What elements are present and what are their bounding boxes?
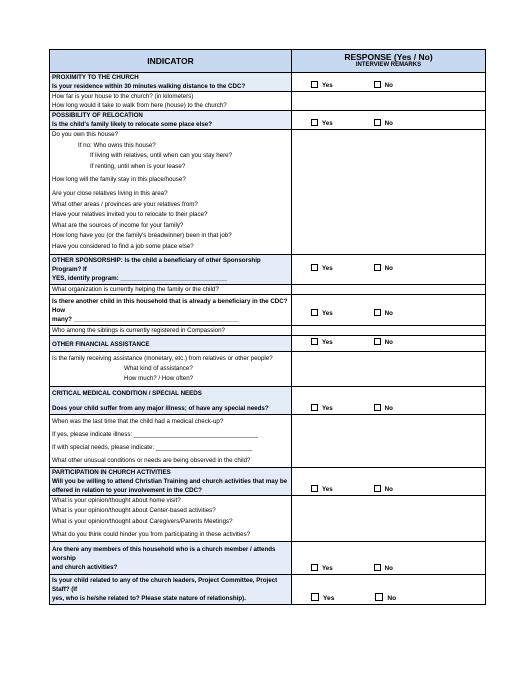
subquestion-special-needs: If with special needs, please indicate: ____________________________ <box>52 443 253 451</box>
no-checkbox[interactable] <box>374 309 381 316</box>
subquestion-organization: What organization is currently helping the family or the child? <box>52 285 219 293</box>
indicator-header: INDICATOR <box>50 50 292 72</box>
no-checkbox[interactable] <box>374 264 381 271</box>
section-title-medical: CRITICAL MEDICAL CONDITION / SPECIAL NEEDS <box>52 389 202 397</box>
question-church-member: Are there any members of this household who is a church member / attends worship <box>52 545 276 562</box>
remarks-area[interactable] <box>292 285 485 294</box>
response-other-sponsorship <box>292 255 485 284</box>
subquestion-own-house: Do you own this house? <box>52 131 119 138</box>
yes-label: Yes <box>322 120 333 127</box>
no-checkbox[interactable] <box>374 338 381 345</box>
church-member-section <box>50 542 485 575</box>
question-other-sponsorship: OTHER SPONSORSHIP: Is the child a beneficiary of other Sponsorship Program? If <box>52 256 261 273</box>
yes-label: Yes <box>322 564 333 572</box>
financial-section <box>50 336 485 352</box>
subquestion-how-much: How much? / How often? <box>124 374 194 382</box>
table-header <box>50 50 485 73</box>
proximity-subquestions <box>50 92 485 111</box>
no-checkbox[interactable] <box>374 564 381 571</box>
financial-subquestions <box>50 352 485 387</box>
subquestion-job-elsewhere: Have you considered to find a job some place else? <box>52 242 194 250</box>
response-relocate <box>292 111 485 129</box>
subquestion-kind-assistance: What kind of assistance? <box>124 364 193 372</box>
sibling-subquestion <box>50 326 485 336</box>
response-sibling-beneficiary <box>292 295 485 325</box>
question-christian-training-cont: offered in relation to your involvement in the CDC? <box>52 486 202 494</box>
section-title-financial: OTHER FINANCIAL ASSISTANCE <box>52 340 150 348</box>
interview-form-table <box>49 49 486 605</box>
yes-checkbox[interactable] <box>311 81 318 88</box>
response-christian-training <box>292 468 485 495</box>
section-title-relocation: POSSIBILITY OF RELOCATION <box>52 112 143 119</box>
remarks-header-label: INTERVIEW REMARKS <box>355 62 422 68</box>
subquestion-unusual-conditions: What other unusual conditions or needs are being observed in the child? <box>52 456 251 464</box>
related-leaders-section <box>50 575 485 604</box>
question-other-sponsorship-cont: YES, identify program: _______________________________ <box>52 274 228 282</box>
no-label: No <box>384 339 393 347</box>
subquestion-job-duration: How long have you (or the family's breadwinner) been in that job? <box>52 232 232 240</box>
subquestion-center-activities: What is your opinion/thought about Center-based activities? <box>52 507 216 515</box>
no-label: No <box>384 309 393 317</box>
response-header <box>292 50 485 72</box>
response-church-member <box>292 542 485 574</box>
subquestion-walk-time: How long would it take to walk from here (house) to the church? <box>52 102 227 109</box>
no-label: No <box>384 265 393 273</box>
proximity-section <box>50 73 485 92</box>
yes-label: Yes <box>322 404 333 412</box>
question-related-leaders: Is your child related to any of the church leaders, Project Committee, Project Staff? (If <box>52 576 278 593</box>
response-financial <box>292 336 485 351</box>
no-label: No <box>384 564 393 572</box>
no-label: No <box>387 594 397 602</box>
question-relocate: Is the child's family likely to relocate some place else? <box>52 121 213 128</box>
remarks-area[interactable] <box>292 496 485 541</box>
yes-checkbox[interactable] <box>311 309 318 316</box>
subquestion-income: What are the sources of income for your family? <box>52 221 184 229</box>
subquestion-hinder: What do you think could hinder you from participating in these activities? <box>52 531 251 539</box>
yes-label: Yes <box>322 485 333 493</box>
yes-label: Yes <box>322 339 333 347</box>
yes-checkbox[interactable] <box>311 564 318 571</box>
subquestion-parents-meetings: What is your opinion/thought about Caregivers/Parents Meetings? <box>52 517 233 525</box>
participation-section <box>50 468 485 496</box>
medical-subquestions <box>50 415 485 468</box>
question-related-leaders-cont: yes, who is he/she related to? Please state nature of relationship). <box>52 594 246 602</box>
no-checkbox[interactable] <box>374 119 381 126</box>
response-header-label: RESPONSE (Yes / No) <box>344 52 433 62</box>
response-residence <box>292 73 485 91</box>
remarks-area[interactable] <box>292 92 485 110</box>
subquestion-illness: If yes, please indicate illness: ____________________________________ <box>52 430 258 438</box>
subquestion-checkup: When was the last time that the child had a medical check-up? <box>52 417 224 425</box>
yes-checkbox[interactable] <box>311 404 318 411</box>
yes-checkbox[interactable] <box>311 119 318 126</box>
subquestion-receiving-assistance: Is the family receiving assistance (monetary, etc.) from relatives or other people? <box>52 354 273 362</box>
response-major-illness <box>292 387 485 414</box>
yes-checkbox[interactable] <box>311 485 318 492</box>
yes-label: Yes <box>323 594 335 602</box>
sponsorship-subquestion <box>50 285 485 295</box>
yes-checkbox[interactable] <box>311 264 318 271</box>
subquestion-who-owns: If no: Who owns this house? <box>78 141 156 149</box>
relocation-subquestions <box>50 130 485 255</box>
question-major-illness: Does your child suffer from any major illness; of have any special needs? <box>52 404 269 412</box>
yes-label: Yes <box>322 309 333 317</box>
no-label: No <box>384 120 393 127</box>
sponsorship-section <box>50 255 485 285</box>
subquestion-home-visit: What is your opinion/thought about home visit? <box>52 496 181 504</box>
subquestion-invited: Have your relatives invited you to relocate to their place? <box>52 211 208 219</box>
relocation-section <box>50 111 485 130</box>
no-checkbox[interactable] <box>374 404 381 411</box>
remarks-area[interactable] <box>292 415 485 467</box>
remarks-area[interactable] <box>292 326 485 335</box>
yes-label: Yes <box>322 82 333 89</box>
subquestion-relatives-from: What other areas / provinces are your relatives from? <box>52 200 198 208</box>
response-related-leaders <box>292 575 485 604</box>
section-title-proximity: PROXIMITY TO THE CHURCH <box>52 74 139 81</box>
no-label: No <box>384 82 393 89</box>
subquestion-renting: If renting, until when is your lease? <box>90 162 186 170</box>
no-checkbox[interactable] <box>374 485 381 492</box>
question-residence: Is your residence within 30 minutes walking distance to the CDC? <box>52 83 246 90</box>
yes-label: Yes <box>322 265 333 273</box>
no-label: No <box>384 485 393 493</box>
remarks-area[interactable] <box>292 130 485 254</box>
no-checkbox[interactable] <box>375 593 383 601</box>
sibling-beneficiary-section <box>50 295 485 326</box>
no-label: No <box>384 404 393 412</box>
no-checkbox[interactable] <box>374 81 381 88</box>
question-church-member-cont: and church activities? <box>52 563 118 571</box>
subquestion-distance: How far is your house to the church? (in kilometers) <box>52 93 194 100</box>
yes-checkbox[interactable] <box>311 338 318 345</box>
question-christian-training: Will you be willing to attend Christian Training and church activities that may be <box>52 477 288 485</box>
subquestion-siblings-registered: Who among the siblings is currently registered in Compassion? <box>52 326 225 334</box>
subquestion-relatives-area: Are your close relatives living in this area? <box>52 189 168 197</box>
section-title-participation: PARTICIPATION IN CHURCH ACTIVITIES <box>52 468 171 476</box>
remarks-area[interactable] <box>292 352 485 386</box>
yes-checkbox[interactable] <box>311 593 319 601</box>
subquestion-how-long: How long will the family stay in this place/house? <box>52 176 186 184</box>
medical-section <box>50 387 485 415</box>
subquestion-living-relatives: If living with relatives, until when can you stay here? <box>90 152 233 160</box>
question-sibling-beneficiary-cont: many? ________________________________________________ <box>52 315 239 323</box>
question-sibling-beneficiary: Is there another child in this household that is already a beneficiary in the CDC? How <box>52 297 288 314</box>
participation-subquestions <box>50 496 485 542</box>
